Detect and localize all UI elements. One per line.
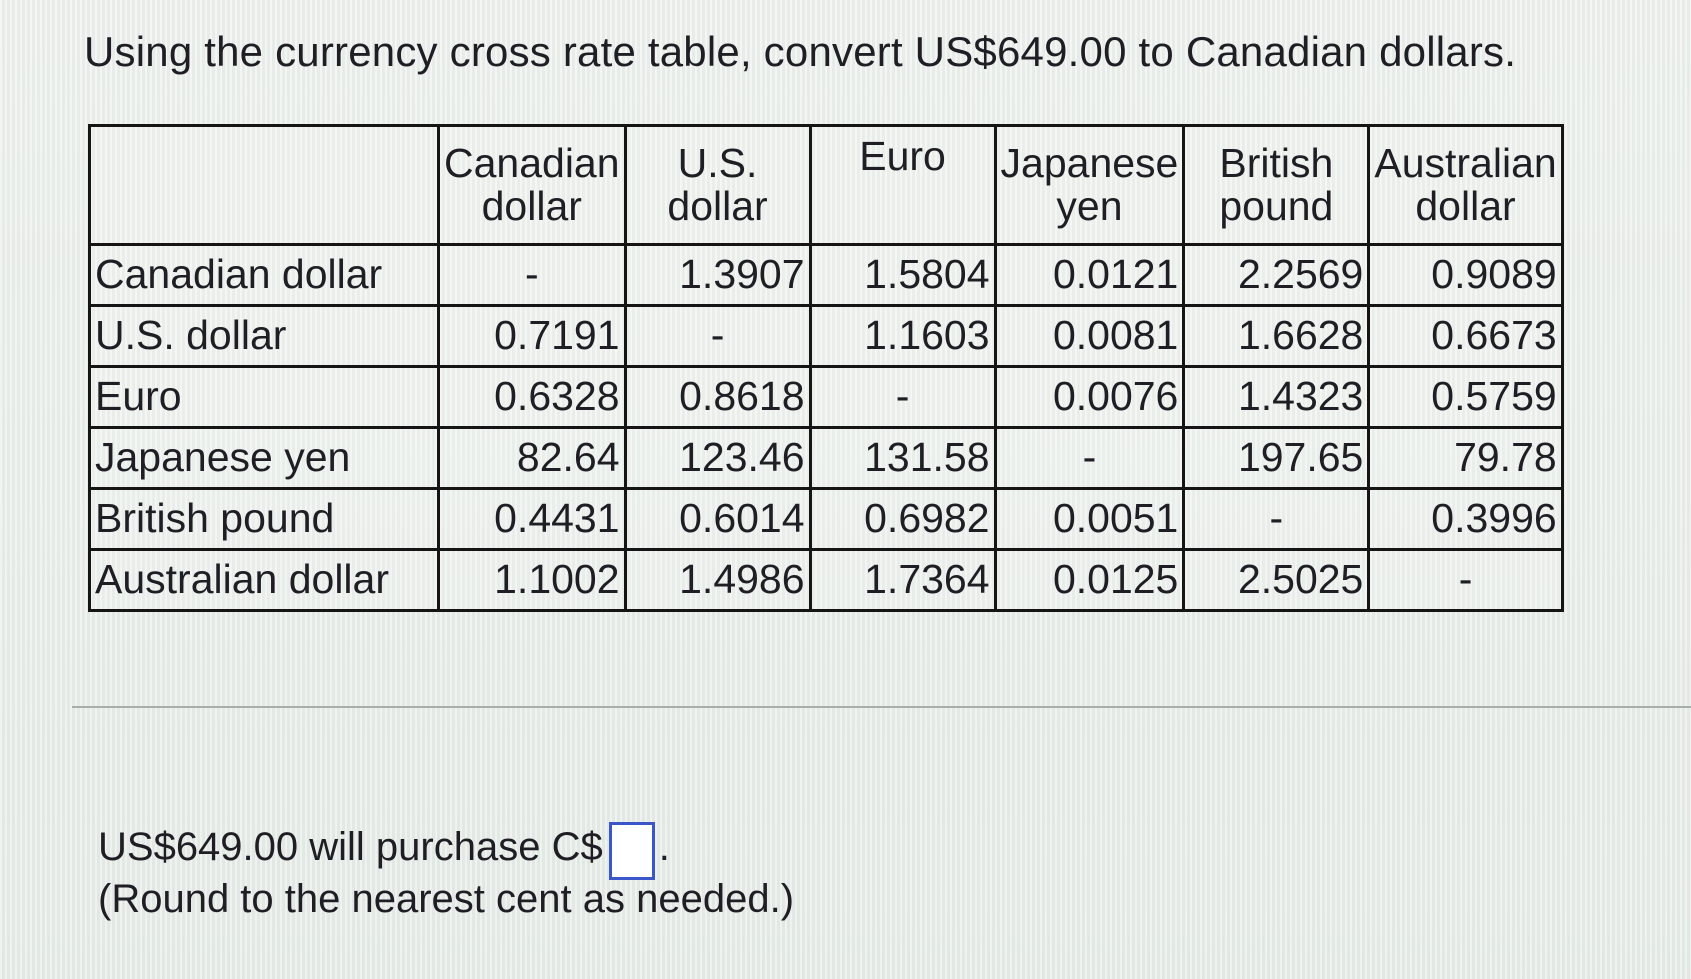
column-header-canadian-dollar — [439, 126, 626, 245]
table-cell: 0.0121 — [995, 245, 1184, 306]
column-header-line: U.S. — [677, 139, 758, 186]
row-label: Canadian dollar — [90, 245, 439, 306]
table-row-canadian-dollar — [90, 245, 1563, 306]
row-label: Japanese yen — [90, 428, 439, 489]
table-cell: 82.64 — [439, 428, 626, 489]
column-header-line: Euro — [859, 133, 946, 179]
table-cell: 1.3907 — [625, 245, 810, 306]
table-cell: - — [439, 245, 626, 306]
row-label: Euro — [90, 367, 439, 428]
answer-input[interactable] — [609, 822, 655, 880]
table-row-euro — [90, 367, 1563, 428]
column-header-line: pound — [1219, 183, 1334, 229]
table-cell: 1.5804 — [810, 245, 995, 306]
table-cell: 0.5759 — [1369, 367, 1562, 428]
table-cell: 0.9089 — [1369, 245, 1562, 306]
section-divider — [72, 706, 1691, 708]
question-text: Using the currency cross rate table, convert US$649.00 to Canadian dollars. — [84, 28, 1517, 75]
row-label: Australian dollar — [90, 550, 439, 611]
table-cell: - — [625, 306, 810, 367]
table-row-australian-dollar — [90, 550, 1563, 611]
table-cell: 0.0081 — [995, 306, 1184, 367]
table-cell: 0.4431 — [439, 489, 626, 550]
table-cell: - — [995, 428, 1184, 489]
column-header-japanese-yen — [995, 126, 1184, 245]
table-cell: 79.78 — [1369, 428, 1562, 489]
table-cell: 0.0051 — [995, 489, 1184, 550]
column-header-line: Australian — [1374, 139, 1557, 186]
table-cell: 0.0125 — [995, 550, 1184, 611]
table-cell: 131.58 — [810, 428, 995, 489]
table-cell: 0.6014 — [625, 489, 810, 550]
table-cell: 123.46 — [625, 428, 810, 489]
table-row-us-dollar — [90, 306, 1563, 367]
row-label: U.S. dollar — [90, 306, 439, 367]
answer-line — [98, 812, 670, 870]
column-header-line: dollar — [1415, 183, 1516, 229]
column-header-line: Canadian — [444, 139, 620, 186]
table-cell: 0.6673 — [1369, 306, 1562, 367]
table-cell: - — [810, 367, 995, 428]
table-cell: 1.1603 — [810, 306, 995, 367]
column-header-british-pound — [1184, 126, 1369, 245]
table-cell: - — [1369, 550, 1562, 611]
table-header-row — [90, 126, 1563, 245]
table-cell: 2.5025 — [1184, 550, 1369, 611]
table-cell: 0.8618 — [625, 367, 810, 428]
column-header-line: Japanese — [1000, 139, 1179, 186]
table-cell: - — [1184, 489, 1369, 550]
column-header-line: British — [1219, 139, 1334, 186]
table-cell: 0.3996 — [1369, 489, 1562, 550]
cross-rate-table — [88, 124, 1564, 612]
table-cell: 0.0076 — [995, 367, 1184, 428]
table-row-british-pound — [90, 489, 1563, 550]
table-cell: 197.65 — [1184, 428, 1369, 489]
column-header-line: dollar — [667, 183, 768, 229]
table-cell: 1.7364 — [810, 550, 995, 611]
table-cell: 0.7191 — [439, 306, 626, 367]
column-header-line: dollar — [481, 183, 582, 229]
table-cell: 0.6328 — [439, 367, 626, 428]
column-header-australian-dollar — [1369, 126, 1562, 245]
row-label: British pound — [90, 489, 439, 550]
table-row-japanese-yen — [90, 428, 1563, 489]
answer-suffix: . — [658, 825, 670, 869]
column-header-us-dollar — [625, 126, 810, 245]
rounding-hint: (Round to the nearest cent as needed.) — [98, 877, 795, 921]
table-cell: 2.2569 — [1184, 245, 1369, 306]
column-header-line: yen — [1056, 183, 1123, 229]
table-cell: 0.6982 — [810, 489, 995, 550]
table-cell: 1.1002 — [439, 550, 626, 611]
column-header-euro — [810, 126, 995, 245]
table-corner-cell — [90, 126, 439, 245]
table-cell: 1.4323 — [1184, 367, 1369, 428]
table-cell: 1.4986 — [625, 550, 810, 611]
answer-prefix: US$649.00 will purchase C$ — [98, 825, 603, 869]
table-cell: 1.6628 — [1184, 306, 1369, 367]
